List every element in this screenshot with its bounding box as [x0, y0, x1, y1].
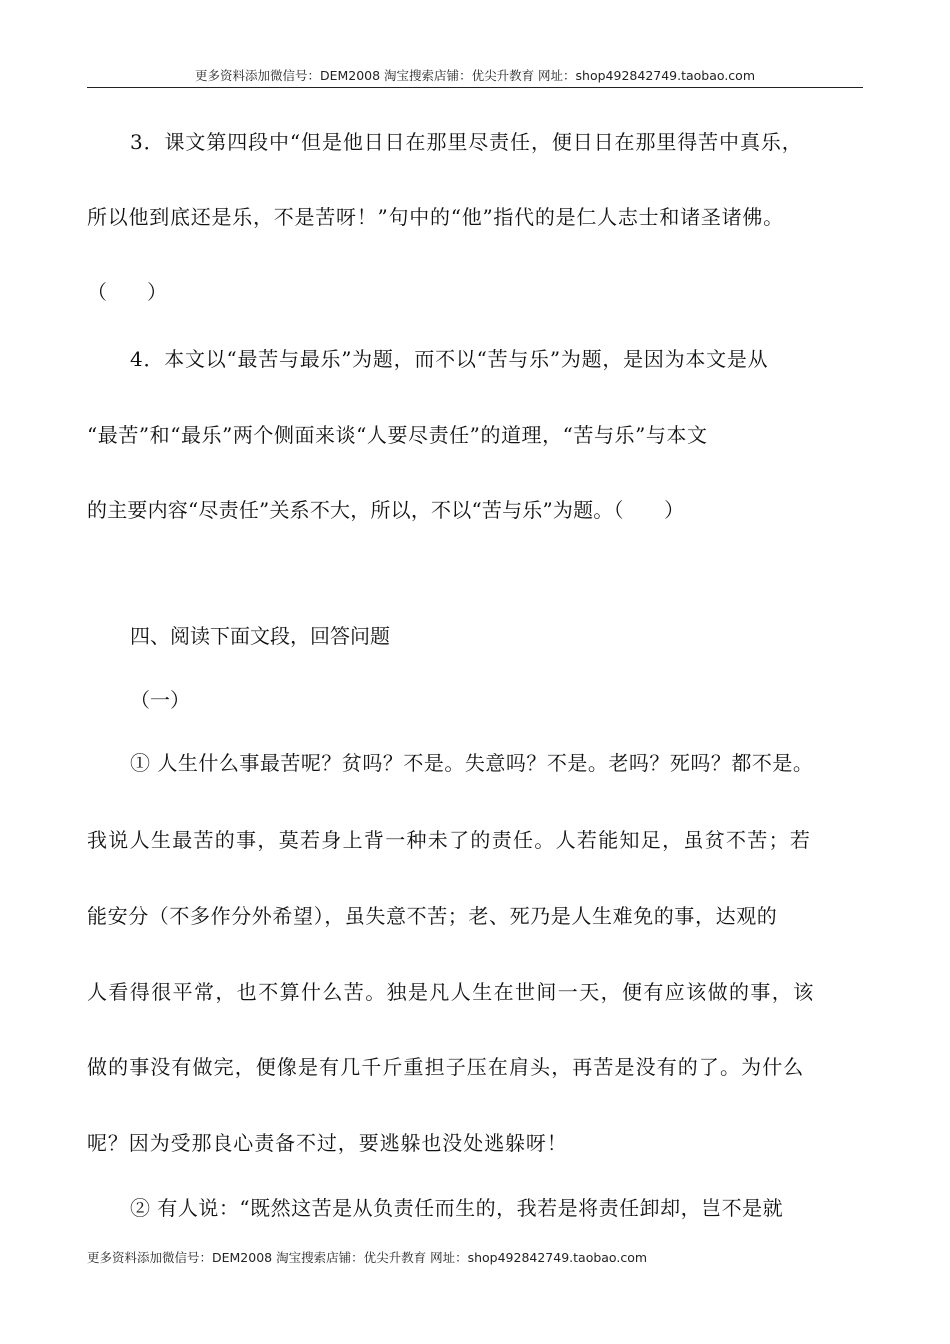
paragraph-1-line-3: 能安分（不多作分外希望），虽失意不苦；老、死乃是人生难免的事，达观的 [87, 904, 778, 928]
paragraph-1-line-4: 人看得很平常，也不算什么苦。独是凡人生在世间一天，便有应该做的事，该 [87, 980, 815, 1004]
paragraph-1-line-1: ① 人生什么事最苦呢？贫吗？不是。失意吗？不是。老吗？死吗？都不是。 [130, 751, 814, 775]
question-4-line-2: “最苦”和“最乐”两个侧面来谈“人要尽责任”的道理，“苦与乐”与本文 [87, 423, 708, 447]
paragraph-1-line-6: 呢？因为受那良心责备不过，要逃躲也没处逃躲呀！ [87, 1131, 568, 1155]
page-footer: 更多资料添加微信号：DEM2008 淘宝搜索店铺：优尖升教育 网址：shop492842749.taobao.com [87, 1250, 648, 1265]
question-4-line-1: 4．本文以“最苦与最乐”为题，而不以“苦与乐”为题，是因为本文是从 [130, 347, 769, 371]
paragraph-1-line-5: 做的事没有做完，便像是有几千斤重担子压在肩头，再苦是没有的了。为什么 [87, 1055, 805, 1079]
paragraph-1-line-2: 我说人生最苦的事，莫若身上背一种未了的责任。人若能知足，虽贫不苦；若 [87, 828, 812, 852]
question-3-line-2: 所以他到底还是乐，不是苦呀！”句中的“他”指代的是仁人志士和诸圣诸佛。 [87, 205, 784, 229]
section-four-heading: 四、阅读下面文段，回答问题 [130, 624, 390, 648]
header-divider [87, 87, 863, 88]
page-header: 更多资料添加微信号：DEM2008 淘宝搜索店铺：优尖升教育 网址：shop492842749.taobao.com [194, 68, 756, 83]
paragraph-2-line-1: ② 有人说：“既然这苦是从负责任而生的，我若是将责任卸却，岂不是就 [130, 1196, 784, 1220]
question-3-answer-blank: （ ） [87, 280, 167, 304]
subsection-one-label: （一） [130, 688, 190, 712]
question-3-line-1: 3．课文第四段中“但是他日日在那里尽责任，便日日在那里得苦中真乐， [130, 130, 803, 154]
question-4-line-3: 的主要内容“尽责任”关系不大，所以，不以“苦与乐”为题。（ ） [87, 498, 685, 522]
